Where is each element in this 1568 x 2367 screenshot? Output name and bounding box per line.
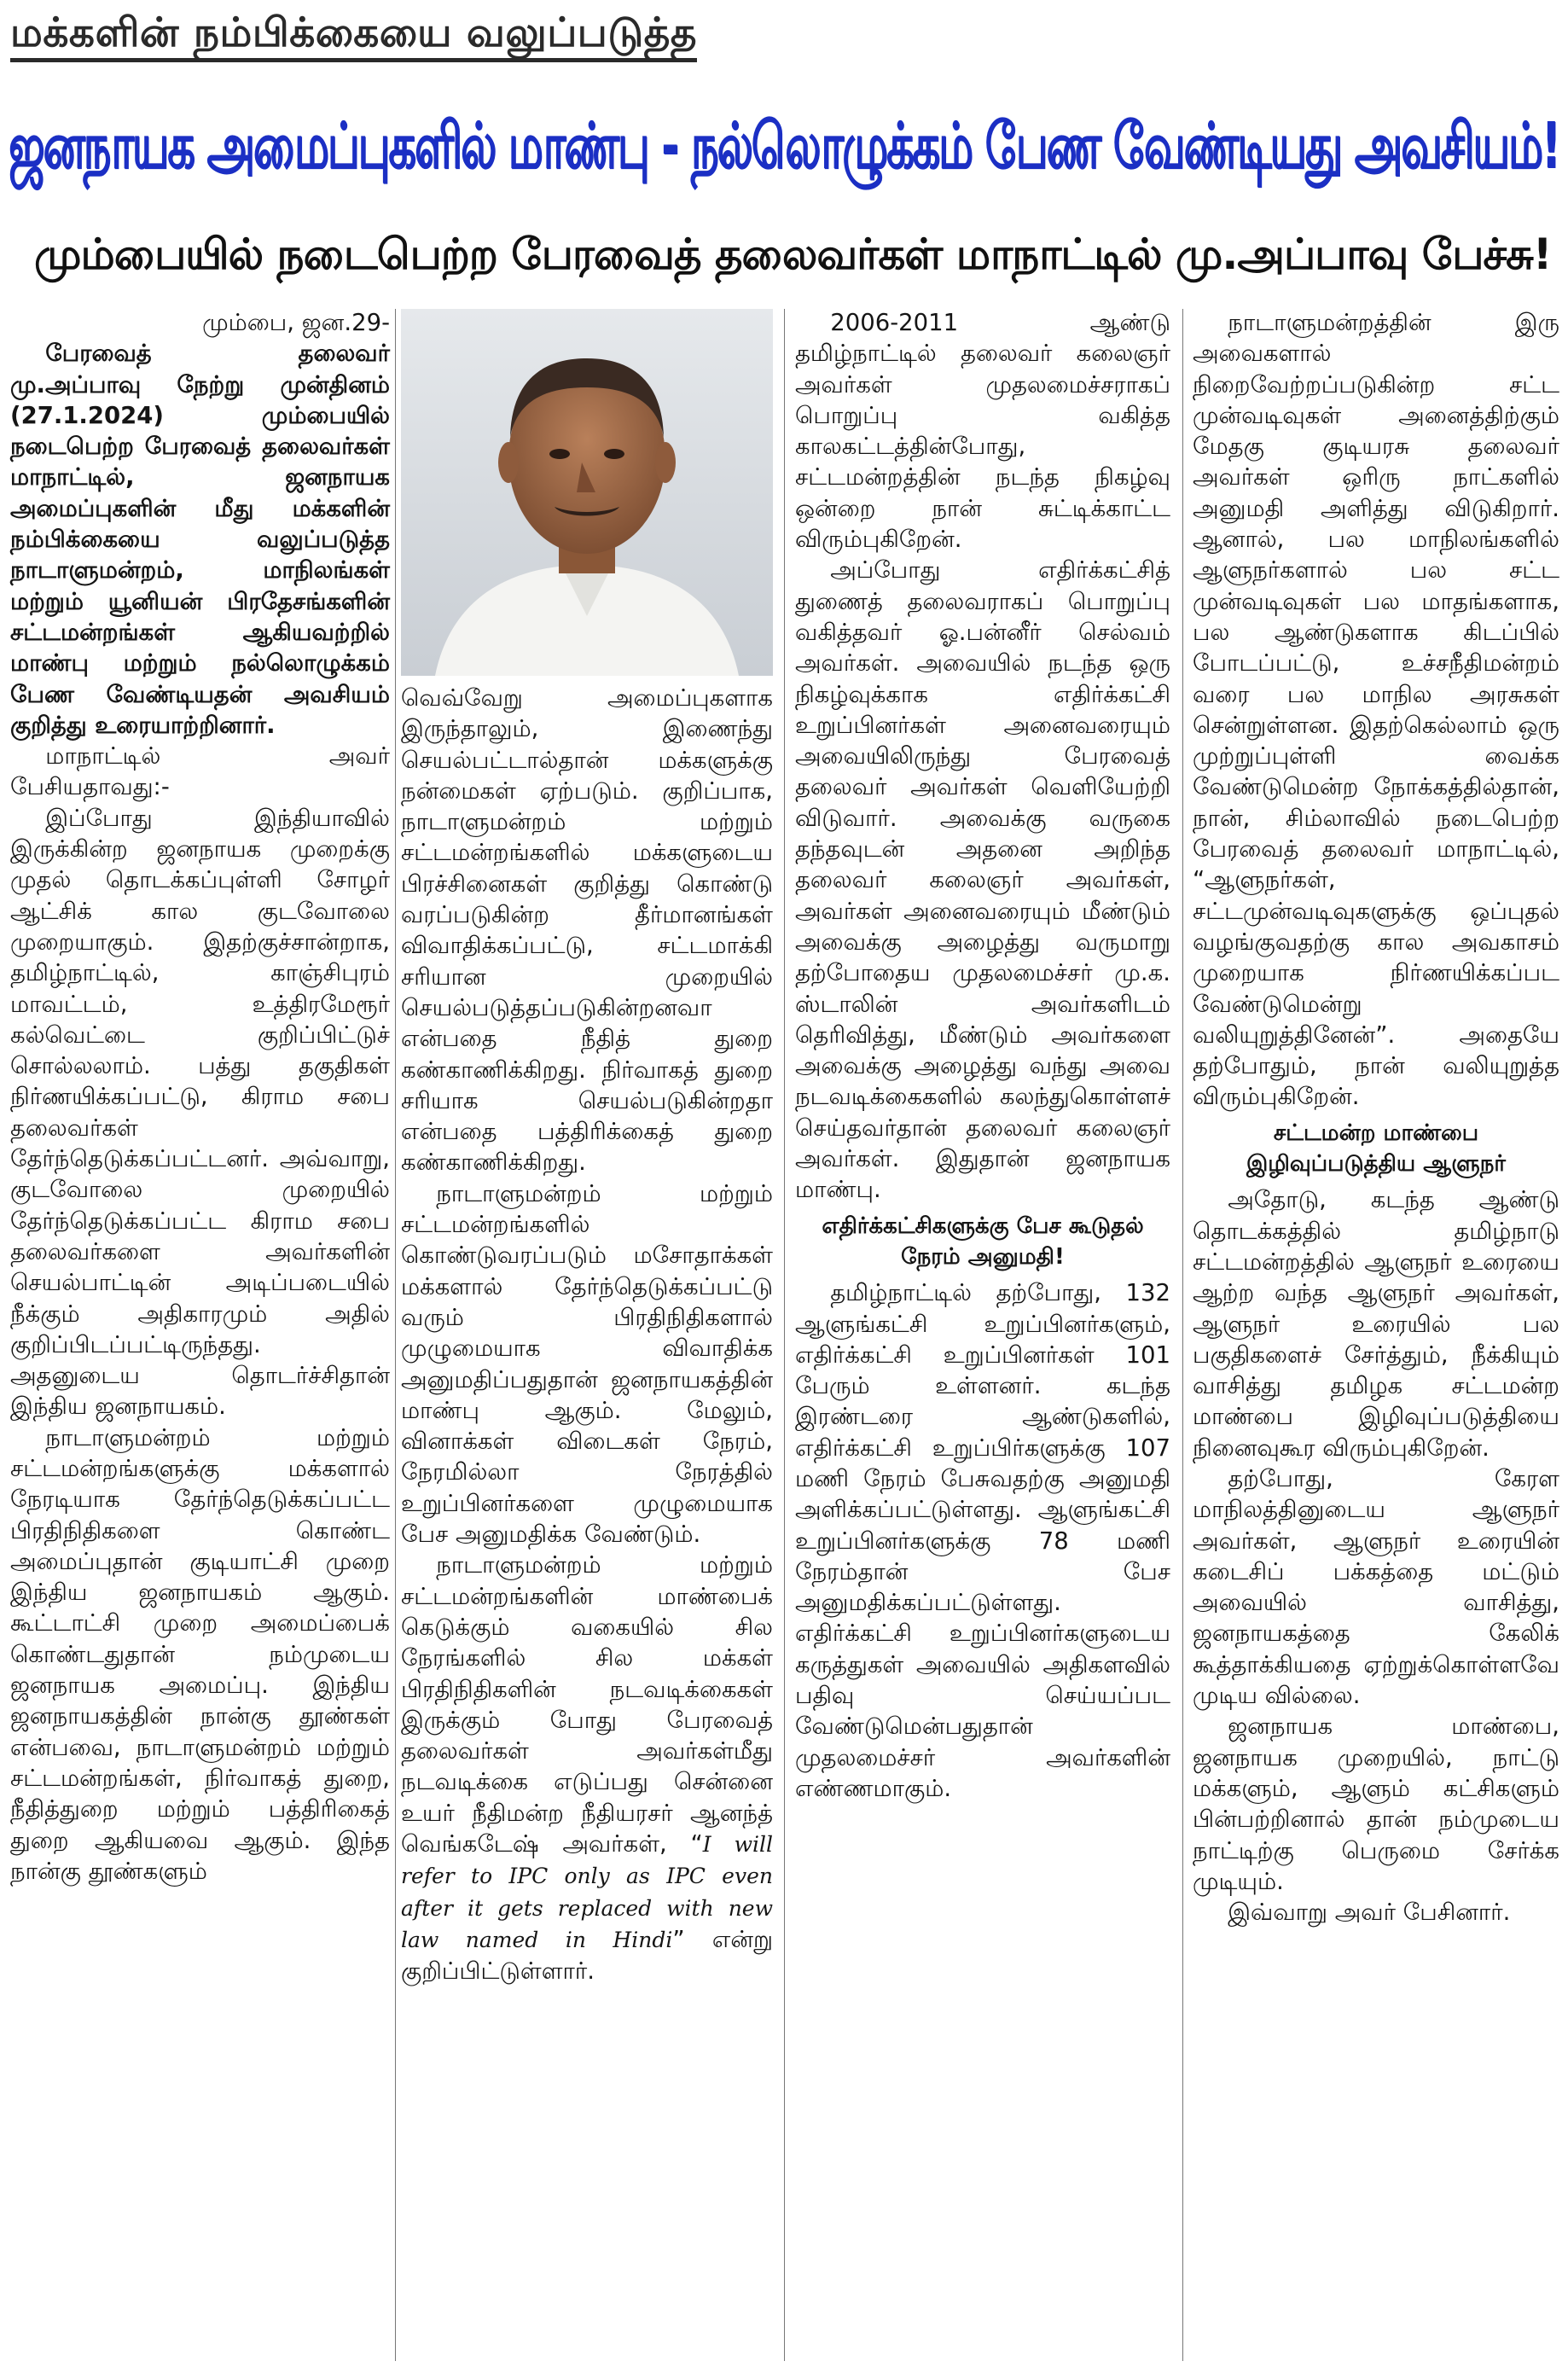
article-column-2 <box>401 683 773 1986</box>
paragraph-text: நாடாளுமன்றம் மற்றும் சட்டமன்றங்களின் மாண்பைக் கெடுக்கும் வகையில் சில நேரங்களில் சில மக்கள் பிரதிநிதிகளின் நடவடிக்கைகள் இருக்கும் போது பேரவைத் தலைவர்கள் அவர்கள்மீது நடவடிக்கை எடுப்பது சென்னை உயர் நீதிமன்ற நீதியரசர் ஆனந்த் வெங்கடேஷ் அவர்கள், “ <box>401 1551 773 1858</box>
subheadline: மும்பையில் நடைபெற்ற பேரவைத் தலைவர்கள் மாநாட்டில் மு.அப்பாவு பேச்சு! <box>34 230 1552 279</box>
dateline: மும்பை, ஜன.29- <box>202 309 390 336</box>
portrait-photo <box>401 309 773 676</box>
paragraph: அதோடு, கடந்த ஆண்டு தொடக்கத்தில் தமிழ்நாடு சட்டமன்றத்தில் ஆளுநர் உரையை ஆற்ற வந்த ஆளுநர் அவர்கள், ஆளுநர் உரையில் பல பகுதிகளைச் சேர்த்தும், நீக்கியும் வாசித்து தமிழக சட்டமன்ற மாண்பை இழிவுப்படுத்தியை நினைவுகூர விரும்புகிறேன். <box>1193 1186 1559 1462</box>
section-subheading: எதிர்க்கட்சிகளுக்கு பேச கூடுதல் நேரம் அனுமதி! <box>822 1213 1144 1270</box>
paragraph: இவ்வாறு அவர் பேசினார். <box>1228 1899 1511 1927</box>
paragraph: அப்போது எதிர்க்கட்சித் துணைத் தலைவராகப் பொறுப்பு வகித்தவர் ஓ.பன்னீர் செல்வம் அவர்கள். அவையில் நடந்த ஒரு நிகழ்வுக்காக எதிர்க்கட்சி உறுப்பினர்கள் அனைவரையும் அவையிலிருந்து பேரவைத் தலைவர் அவர்கள் வெளியேற்றி விடுவார். அவைக்கு வருகை தந்தவுடன் அதனை அறிந்த தலைவர் கலைஞர் அவர்கள், அவர்கள் அனைவரையும் மீண்டும் அவைக்கு அழைத்து வருமாறு தற்போதைய முதலமைச்சர் மு.க. ஸ்டாலின் அவர்களிடம் தெரிவித்து, மீண்டும் அவர்களை அவைக்கு அழைத்து வந்து அவை நடவடிக்கைகளில் கலந்துகொள்ளச் செய்தவர்தான் தலைவர் கலைஞர் அவர்கள். இதுதான் ஜனநாயக மாண்பு. <box>795 556 1170 1204</box>
paragraph: மாநாட்டில் அவர் பேசியதாவது:- <box>10 742 390 801</box>
lead-paragraph: பேரவைத் தலைவர் மு.அப்பாவு நேற்று முன்தினம் (27.1.2024) மும்பையில் நடைபெற்ற பேரவைத் தலைவர்கள் மாநாட்டில், ஜனநாயக அமைப்புகளின் மீது மக்களின் நம்பிக்கையை வலுப்படுத்த நாடாளுமன்றம், மாநிலங்கள் மற்றும் யூனியன் பிரதேசங்களின் சட்டமன்றங்கள் ஆகியவற்றில் மாண்பு மற்றும் நல்லொழுக்கம் பேண வேண்டியதன் அவசியம் குறித்து உரையாற்றினார். <box>10 340 390 739</box>
paragraph: தற்போது, கேரள மாநிலத்தினுடைய ஆளுநர் அவர்கள், ஆளுநர் உரையின் கடைசிப் பக்கத்தை மட்டும் அவையில் வாசித்து, ஜனநாயகத்தை கேலிக் கூத்தாக்கியதை ஏற்றுக்கொள்ளவே முடிய வில்லை. <box>1193 1464 1559 1710</box>
article-column-3 <box>795 307 1170 1804</box>
headline: ஜனநாயக அமைப்புகளில் மாண்பு - நல்லொழுக்கம் பேண வேண்டியது அவசியம்! <box>9 109 1559 183</box>
paragraph: 2006-2011 ஆண்டு தமிழ்நாட்டில் தலைவர் கலைஞர் அவர்கள் முதலமைச்சராகப் பொறுப்பு வகித்த காலகட்டத்தின்போது, சட்டமன்றத்தின் நடந்த நிகழ்வு ஒன்றை நான் சுட்டிக்காட்ட விரும்புகிறேன். <box>795 309 1170 554</box>
article-column-1 <box>10 307 390 1887</box>
paragraph: தமிழ்நாட்டில் தற்போது, 132 ஆளுங்கட்சி உறுப்பினர்களும், எதிர்க்கட்சி உறுப்பினர்கள் 101 பேரும் உள்ளனர். கடந்த இரண்டரை ஆண்டுகளில், எதிர்க்கட்சி உறுப்பிர்களுக்கு 107 மணி நேரம் பேசுவதற்கு அனுமதி அளிக்கப்பட்டுள்ளது. ஆளுங்கட்சி உறுப்பினர்களுக்கு 78 மணி நேரம்தான் பேச அனுமதிக்கப்பட்டுள்ளது. எதிர்க்கட்சி உறுப்பினர்களுடைய கருத்துகள் அவையில் அதிகளவில் பதிவு செய்யப்பட வேண்டுமென்பதுதான் முதலமைச்சர் அவர்களின் எண்ணமாகும். <box>795 1279 1170 1802</box>
paragraph: நாடாளுமன்றம் மற்றும் சட்டமன்றங்களில் கொண்டுவரப்படும் மசோதாக்கள் மக்களால் தேர்ந்தெடுக்கப்பட்டு வரும் பிரதிநிதிகளால் முழுமையாக விவாதிக்க அனுமதிப்பதுதான் ஜனநாயகத்தின் மாண்பு ஆகும். மேலும், வினாக்கள் விடைகள் நேரம், நேரமில்லா நேரத்தில் உறுப்பினர்களை முழுமையாக பேச அனுமதிக்க வேண்டும். <box>401 1179 773 1549</box>
section-subheading: சட்டமன்ற மாண்பை இழிவுப்படுத்திய ஆளுநர் <box>1246 1120 1506 1178</box>
quoted-english-text: I will refer to IPC only as IPC even after it gets replaced with new law named in Hindi <box>401 1831 773 1952</box>
paragraph: நாடாளுமன்றம் மற்றும் சட்டமன்றங்களுக்கு மக்களால் நேரடியாக தேர்ந்தெடுக்கப்பட்ட பிரதிநிதிகளை கொண்ட அமைப்புதான் குடியாட்சி முறை இந்திய ஜனநாயகம் ஆகும். கூட்டாட்சி முறை அமைப்பைக் கொண்டதுதான் நம்முடைய ஜனநாயக அமைப்பு. இந்திய ஜனநாயகத்தின் நான்கு தூண்கள் என்பவை, நாடாளுமன்றம் மற்றும் சட்டமன்றங்கள், நிர்வாகத் துறை, நீதித்துறை மற்றும் பத்திரிகைத் துறை ஆகியவை ஆகும். இந்த நான்கு தூண்களும் <box>10 1423 390 1885</box>
article-column-4 <box>1193 307 1559 1928</box>
paragraph <box>401 1550 773 1986</box>
kicker-title: மக்களின் நம்பிக்கையை வலுப்படுத்த <box>10 9 697 62</box>
paragraph-text: ” என்று குறிப்பிட்டுள்ளார். <box>401 1925 773 1986</box>
paragraph: இப்போது இந்தியாவில் இருக்கின்ற ஜனநாயக முறைக்கு முதல் தொடக்கப்புள்ளி சோழர் ஆட்சிக் கால குடவோலை முறையாகும். இதற்குச்சான்றாக, தமிழ்நாட்டில், காஞ்சிபுரம் மாவட்டம், உத்திரமேரூர் கல்வெட்டை குறிப்பிட்டுச் சொல்லலாம். பத்து தகுதிகள் நிர்ணயிக்கப்பட்டு, கிராம சபை தலைவர்கள் தேர்ந்தெடுக்கப்பட்டனர். அவ்வாறு, குடவோலை முறையில் தேர்ந்தெடுக்கப்பட்ட கிராம சபை தலைவர்களை அவர்களின் செயல்பாட்டின் அடிப்படையில் நீக்கும் அதிகாரமும் அதில் குறிப்பிடப்பட்டிருந்தது. அதனுடைய தொடர்ச்சிதான் இந்திய ஜனநாயகம். <box>10 804 390 1421</box>
paragraph: நாடாளுமன்றத்தின் இரு அவைகளால் நிறைவேற்றப்படுகின்ற சட்ட முன்வடிவுகள் அனைத்திற்கும் மேதகு குடியரசு தலைவர் அவர்கள் ஒரிரு நாட்களில் அனுமதி அளித்து விடுகிறார். ஆனால், பல மாநிலங்களில் ஆளுநர்களால் பல சட்ட முன்வடிவுகள் பல மாதங்களாக, பல ஆண்டுகளாக கிடப்பில் போடப்பட்டு, உச்சநீதிமன்றம் வரை பல மாநில அரசுகள் சென்றுள்ளன. இதற்கெல்லாம் ஒரு முற்றுப்புள்ளி வைக்க வேண்டுமென்ற நோக்கத்தில்தான், நான், சிம்லாவில் நடைபெற்ற பேரவைத் தலைவர் மாநாட்டில், “ஆளுநர்கள், சட்டமுன்வடிவுகளுக்கு ஒப்புதல் வழங்குவதற்கு கால அவகாசம் முறையாக நிர்ணயிக்கப்பட வேண்டுமென்று வலியுறுத்தினேன்”. அதையே தற்போதும், நான் வலியுறுத்த விரும்புகிறேன். <box>1193 309 1559 1111</box>
paragraph: ஜனநாயக மாண்பை, ஜனநாயக முறையில், நாட்டு மக்களும், ஆளும் கட்சிகளும் பின்பற்றினால் தான் நம்முடைய நாட்டிற்கு பெருமை சேர்க்க முடியும். <box>1193 1713 1559 1895</box>
paragraph: வெவ்வேறு அமைப்புகளாக இருந்தாலும், இணைந்து செயல்பட்டால்தான் மக்களுக்கு நன்மைகள் ஏற்படும். குறிப்பாக, நாடாளுமன்றம் மற்றும் சட்டமன்றங்களில் மக்களுடைய பிரச்சினைகள் குறித்து கொண்டு வரப்படுகின்ற தீர்மானங்கள் விவாதிக்கப்பட்டு, சட்டமாக்கி சரியான முறையில் செயல்படுத்தப்படுகின்றனவா என்பதை நீதித் துறை கண்காணிக்கிறது. நிர்வாகத் துறை சரியாக செயல்படுகின்றதா என்பதை பத்திரிக்கைத் துறை கண்காணிக்கிறது. <box>401 684 773 1177</box>
